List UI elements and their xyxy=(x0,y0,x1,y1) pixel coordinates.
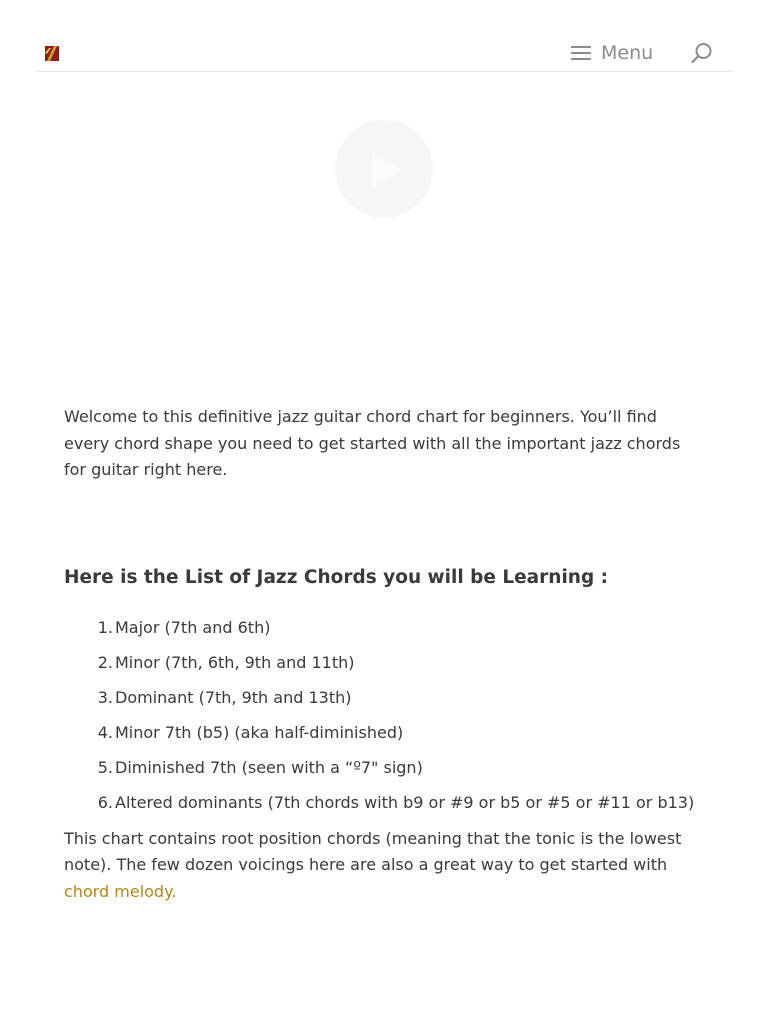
list-item-number: 2. xyxy=(97,652,113,672)
video-embed[interactable] xyxy=(64,96,704,376)
list-item xyxy=(97,616,704,651)
intro-paragraph: Welcome to this definitive jazz guitar chord chart for beginners. You’ll find every chord shape you need to get started with all the important jazz chords for guitar right here. xyxy=(64,407,681,479)
play-icon xyxy=(372,153,402,187)
list-item-number: 3. xyxy=(97,687,113,707)
chord-list xyxy=(64,616,704,826)
list-item-number: 1. xyxy=(97,617,113,637)
list-item xyxy=(97,651,704,686)
list-heading: Here is the List of Jazz Chords you will be Learning : xyxy=(64,566,609,588)
menu-label: Menu xyxy=(601,42,654,64)
list-item-text: Diminished 7th (seen with a “º7" sign) xyxy=(115,757,423,777)
site-header xyxy=(37,0,732,72)
list-item xyxy=(97,791,704,826)
list-item-text: Major (7th and 6th) xyxy=(115,617,271,637)
list-item xyxy=(97,756,704,791)
menu-button[interactable] xyxy=(571,38,653,68)
site-logo-icon[interactable] xyxy=(45,46,59,61)
list-item-text: Altered dominants (7th chords with b9 or #9 or b5 or #5 or #11 or b13) xyxy=(115,792,695,812)
list-item-text: Minor 7th (b5) (aka half-diminished) xyxy=(115,722,404,742)
list-item-text: Dominant (7th, 9th and 13th) xyxy=(115,687,352,707)
article-body xyxy=(64,404,704,905)
list-item-number: 5. xyxy=(97,757,113,777)
hamburger-icon xyxy=(571,45,591,61)
list-item-number: 6. xyxy=(97,792,113,812)
list-item-text: Minor (7th, 6th, 9th and 11th) xyxy=(115,652,355,672)
list-item-number: 4. xyxy=(97,722,113,742)
closing-text: This chart contains root position chords (meaning that the tonic is the lowest note). The few dozen voicings here are also a great way to get started with xyxy=(64,828,682,874)
list-item xyxy=(97,686,704,721)
search-icon[interactable] xyxy=(691,42,713,64)
chord-melody-link[interactable]: chord melody. xyxy=(64,881,177,901)
list-item xyxy=(97,721,704,756)
play-button[interactable] xyxy=(335,120,433,218)
closing-paragraph xyxy=(64,826,704,906)
